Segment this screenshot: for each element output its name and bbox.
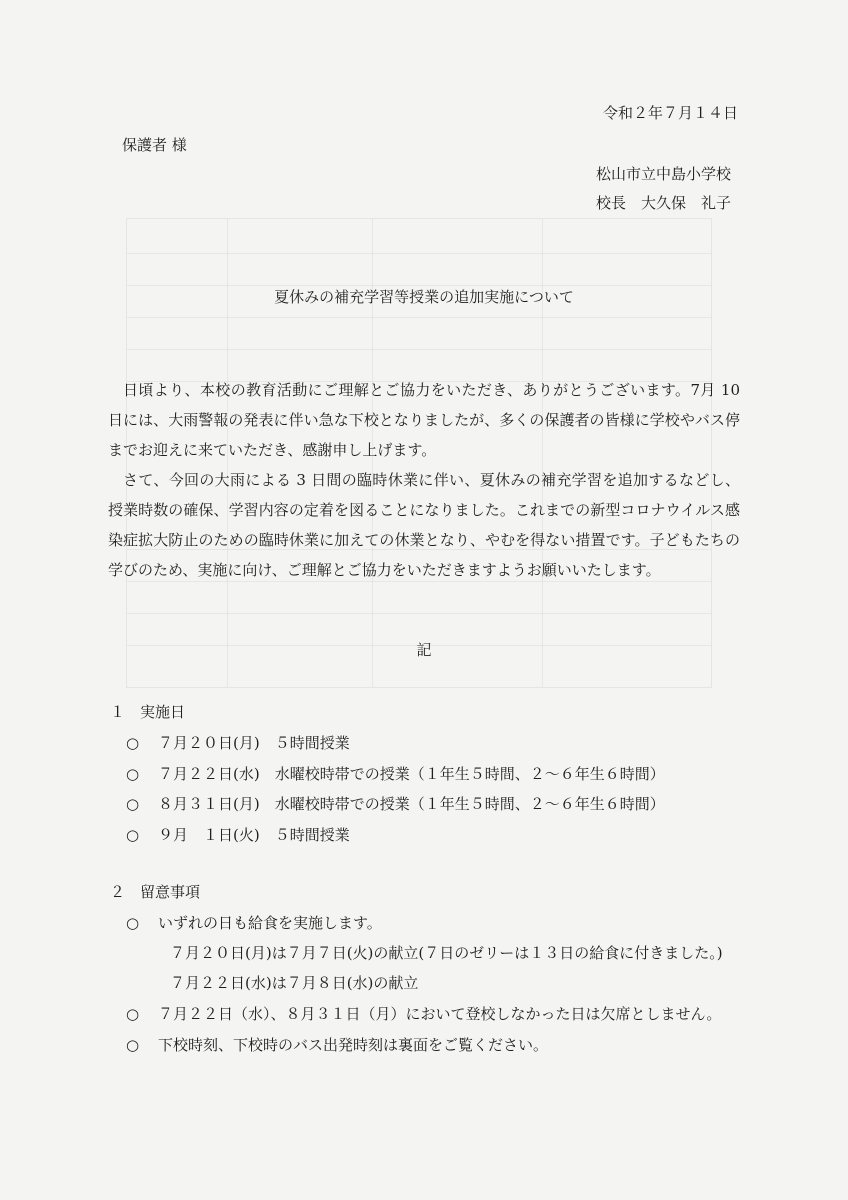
schedule-item: [126, 825, 350, 845]
circle-bullet-icon: ○: [126, 826, 140, 844]
note-item: [126, 913, 382, 933]
note-item-text: いずれの日も給食を実施します。: [158, 914, 382, 932]
body-text: [108, 375, 740, 585]
section-2-heading: ２ 留意事項: [110, 883, 201, 901]
note-item-text: 下校時刻、下校時のバス出発時刻は裏面をご覧ください。: [158, 1036, 549, 1054]
principal-name: 校長 大久保 礼子: [596, 194, 732, 212]
document-title: 夏休みの補充学習等授業の追加実施について: [274, 288, 574, 306]
body-paragraph-1: 日頃より、本校の教育活動にご理解とご協力をいただき、ありがとうございます。7月 10 日には、大雨警報の発表に伴い急な下校となりましたが、多くの保護者の皆様に学校やバス停までお迎えに来ていただき、感謝申し上げます。: [108, 381, 740, 459]
ki-heading: 記: [416, 641, 432, 659]
schedule-item-text: ８月３１日(月) 水曜校時帯での授業（１年生５時間、２～６年生６時間）: [158, 795, 665, 813]
schedule-item: [126, 733, 350, 753]
schedule-item-text: ７月２２日(水) 水曜校時帯での授業（１年生５時間、２～６年生６時間）: [158, 765, 665, 783]
note-item: [126, 1035, 548, 1055]
issue-date: 令和２年７月１４日: [602, 104, 738, 122]
circle-bullet-icon: ○: [126, 914, 140, 932]
school-name: 松山市立中島小学校: [596, 165, 732, 183]
body-paragraph-2: さて、今回の大雨による 3 日間の臨時休業に伴い、夏休みの補充学習を追加するなどし、授業時数の確保、学習内容の定着を図ることになりました。これまでの新型コロナウイルス感染症拡大防止のための臨時休業に加えての休業となり、やむを得ない措置です。子どもたちの学びのため、実施に向け、ご理解とご協力をいただきますようお願いいたします。: [108, 471, 740, 579]
circle-bullet-icon: ○: [126, 765, 140, 783]
schedule-item: [126, 764, 665, 784]
note-item-text: ７月２２日（水）、８月３１日（月）において登校しなかった日は欠席としません。: [158, 1005, 722, 1023]
section-1-heading: １ 実施日: [110, 703, 186, 721]
circle-bullet-icon: ○: [126, 1005, 140, 1023]
circle-bullet-icon: ○: [126, 795, 140, 813]
schedule-item-text: ７月２０日(月) ５時間授業: [158, 734, 350, 752]
circle-bullet-icon: ○: [126, 734, 140, 752]
note-item: [126, 1004, 721, 1024]
schedule-item-text: ９月 １日(火) ５時間授業: [158, 826, 350, 844]
circle-bullet-icon: ○: [126, 1036, 140, 1054]
lunch-menu-note-2: ７月２２日(水)は７月８日(水)の献立: [170, 974, 419, 992]
schedule-item: [126, 794, 665, 814]
recipient: 保護者 様: [122, 136, 187, 154]
lunch-menu-note-1: ７月２０日(月)は７月７日(火)の献立(７日のゼリーは１３日の給食に付きました。): [170, 944, 723, 962]
